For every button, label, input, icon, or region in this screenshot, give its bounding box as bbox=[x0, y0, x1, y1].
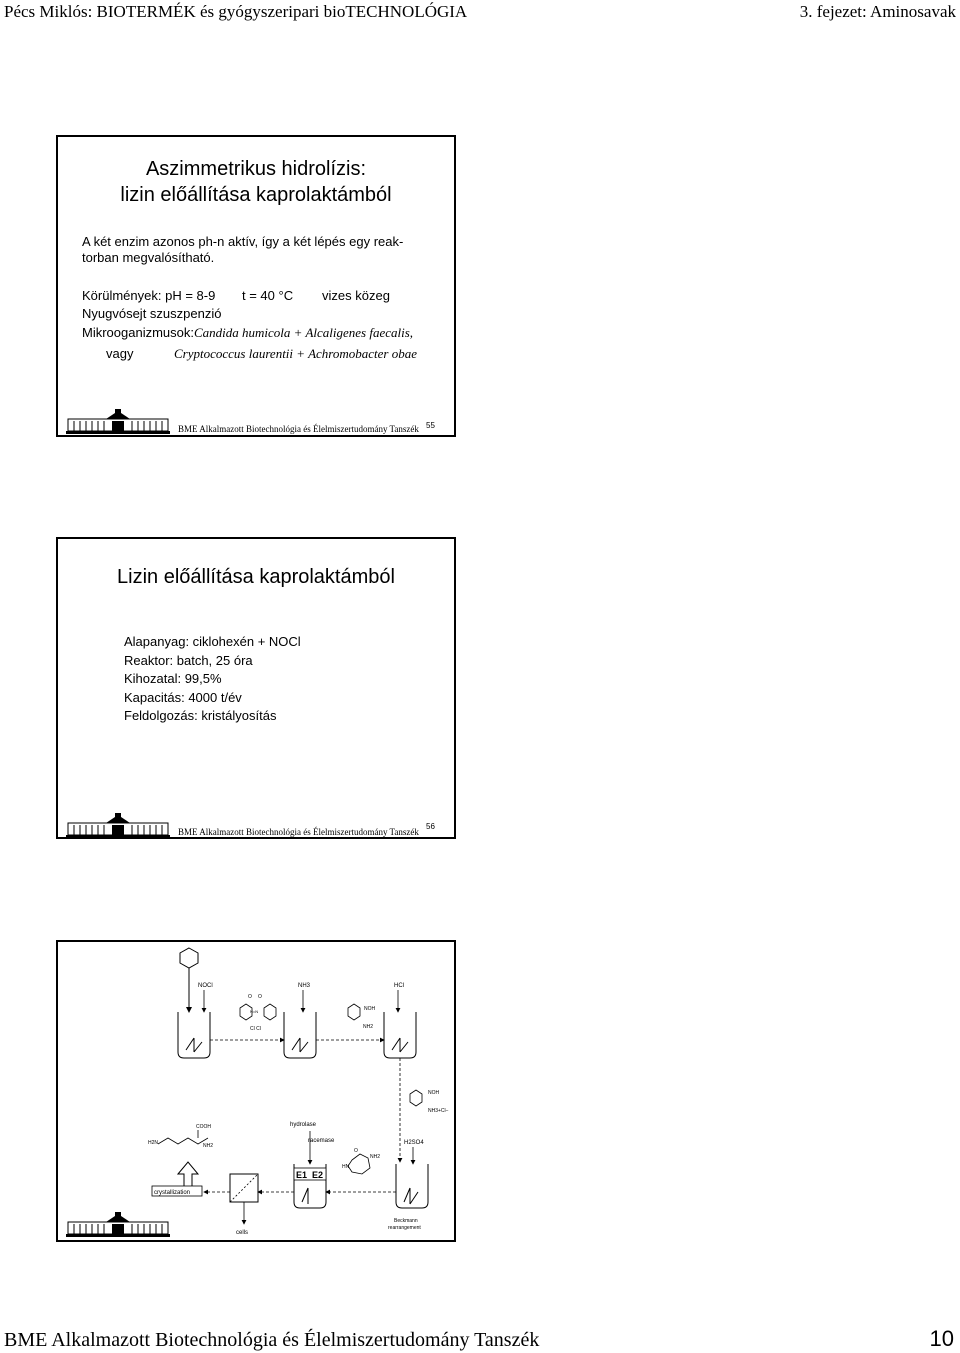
slide-title-line1: Aszimmetrikus hidrolízis: bbox=[145, 158, 367, 180]
page-header-chapter: 3. fejezet: Aminosavak bbox=[799, 2, 956, 21]
process-list-item: Feldolgozás: kristályosítás bbox=[124, 708, 277, 723]
oxygen-label: O bbox=[258, 994, 262, 1000]
suspension-text: Nyugvósejt szuszpenzió bbox=[82, 306, 222, 321]
chloride-label: Cl Cl bbox=[250, 1026, 261, 1032]
sulfuric-acid-label: H2SO4 bbox=[404, 1140, 424, 1146]
amine-label-2: NH2 bbox=[370, 1154, 381, 1160]
beckmann-reactor bbox=[396, 1164, 428, 1208]
amino-label: NH2 bbox=[203, 1143, 214, 1149]
slide-text-line1: A két enzim azonos ph-n aktív, így a két lépés egy reak- bbox=[82, 234, 404, 249]
rearrangement-label: rearrangement bbox=[388, 1225, 421, 1231]
racemase-label: racemase bbox=[308, 1138, 335, 1144]
microorganisms-pair-2: Cryptococcus laurentii + Achromobacter obae bbox=[174, 346, 417, 361]
enzyme-e2-label: E2 bbox=[312, 1170, 324, 1180]
slide-process-diagram bbox=[56, 940, 456, 1242]
conditions-label: Körülmények: pH = 8-9 bbox=[82, 288, 216, 303]
beckmann-label: Beckmann bbox=[394, 1218, 418, 1224]
nitroso-dimer-ring-2 bbox=[264, 1004, 276, 1020]
amino-terminal-label: H2N bbox=[148, 1140, 159, 1146]
ammonium-chloride-label: NH3+Cl− bbox=[428, 1108, 449, 1114]
cells-label: cells bbox=[236, 1230, 249, 1236]
slide-footer-department: BME Alkalmazott Biotechnológia és Élelmiszertudomány Tanszék bbox=[178, 424, 419, 434]
oxygen-label: O bbox=[248, 994, 252, 1000]
university-building-logo bbox=[66, 1212, 170, 1238]
page-number: 10 bbox=[929, 1326, 954, 1351]
lysine-structure bbox=[158, 1138, 208, 1144]
aminooxime-hcl-ring bbox=[410, 1090, 422, 1106]
conditions-temperature: t = 40 °C bbox=[242, 288, 294, 303]
oxime-label-2: NOH bbox=[428, 1090, 440, 1096]
university-building-logo bbox=[66, 409, 170, 435]
lactam-nh-label: HN bbox=[342, 1164, 350, 1170]
nh3-label: NH3 bbox=[298, 983, 311, 989]
enzyme-e1-label: E1 bbox=[296, 1170, 308, 1180]
amine-label: NH2 bbox=[363, 1024, 374, 1030]
nocl-label: NOCl bbox=[198, 983, 213, 989]
or-label: vagy bbox=[106, 346, 134, 361]
process-list-item: Kihozatal: 99,5% bbox=[124, 671, 222, 686]
hydrolase-label: hydrolase bbox=[290, 1122, 317, 1128]
aminocaprolactam-ring bbox=[348, 1154, 370, 1174]
slide-footer-department: BME Alkalmazott Biotechnológia és Élelmiszertudomány Tanszék bbox=[178, 827, 419, 837]
slide-title: Lizin előállítása kaprolaktámból bbox=[117, 566, 395, 588]
slide-page-number: 56 bbox=[426, 822, 435, 831]
slide-56 bbox=[56, 537, 456, 839]
microorganisms-prefix: Mikrooganizmusok: bbox=[82, 325, 194, 340]
slide-55 bbox=[56, 135, 456, 437]
carbonyl-label: O bbox=[354, 1148, 358, 1154]
hcl-label: HCl bbox=[394, 983, 404, 989]
crystallization-label: crystallization bbox=[154, 1190, 191, 1196]
process-list-item: Kapacitás: 4000 t/év bbox=[124, 690, 242, 705]
carboxyl-label: COOH bbox=[196, 1124, 211, 1130]
cyclohexene-structure bbox=[180, 948, 198, 968]
lysine-process-flow-diagram bbox=[58, 942, 454, 1240]
slide-page-number: 55 bbox=[426, 421, 435, 430]
page-header-title: Pécs Miklós: BIOTERMÉK és gyógyszeripari bioTECHNOLÓGIA bbox=[4, 2, 468, 21]
conditions-medium: vizes közeg bbox=[322, 288, 390, 303]
process-list-item: Alapanyag: ciklohexén + NOCl bbox=[124, 634, 301, 649]
page-footer-department: BME Alkalmazott Biotechnológia és Élelmiszertudomány Tanszék bbox=[4, 1329, 540, 1351]
aminooxime-ring bbox=[348, 1004, 360, 1020]
slide-text-line2: torban megvalósítható. bbox=[82, 250, 215, 265]
nitroso-bond-label: N=N bbox=[250, 1009, 259, 1014]
microorganisms-pair-1: Candida humicola + Alcaligenes faecalis, bbox=[194, 325, 414, 340]
reactor-1 bbox=[178, 1012, 210, 1058]
oxime-label: NOH bbox=[364, 1006, 376, 1012]
reactor-2 bbox=[284, 1012, 316, 1058]
university-building-logo bbox=[66, 813, 170, 839]
microorganisms-label bbox=[82, 324, 413, 342]
process-list-item: Reaktor: batch, 25 óra bbox=[124, 653, 253, 668]
slide-title-line2: lizin előállítása kaprolaktámból bbox=[120, 184, 392, 206]
reactor-3 bbox=[384, 1012, 416, 1058]
